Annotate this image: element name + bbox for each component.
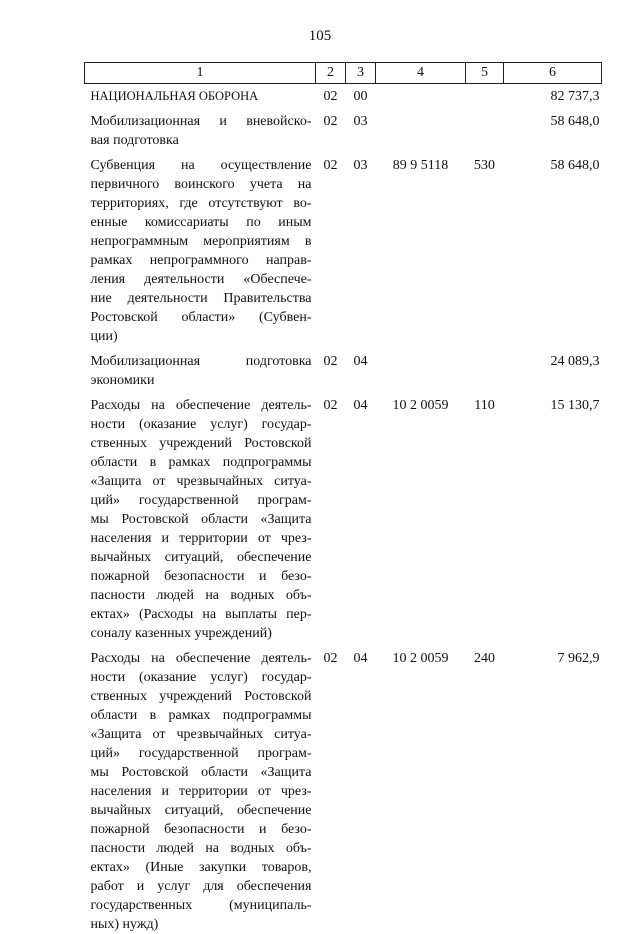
table-row (85, 390, 602, 643)
header-row (85, 63, 602, 84)
table-row (85, 346, 602, 390)
row-name-line: ций» государственной програм- (91, 744, 312, 763)
row-name-line: енные комиссариаты по иным (91, 213, 312, 232)
row-name-line: ектах» (Расходы на выплаты пер- (91, 605, 312, 624)
row-name-line: ственных учреждений Ростовской (91, 434, 312, 453)
row-name-line: непрограммным мероприятиям в (91, 232, 312, 251)
row-name-line: мы Ростовской области «Защита (91, 763, 312, 782)
subsection-code-cell: 03 (346, 106, 376, 150)
row-name-line: ции) (91, 327, 312, 346)
column-header-amount: 6 (504, 63, 602, 84)
row-name-line: населения и территории от чрез- (91, 782, 312, 801)
page-number: 105 (0, 28, 640, 45)
section-code-cell: 02 (316, 106, 346, 150)
row-name-line: территориях, где отсутствуют во- (91, 194, 312, 213)
row-name-line: области в рамках подпрограммы (91, 453, 312, 472)
row-name-line: Субвенция на осуществление (91, 156, 312, 175)
row-name-line: ных) нужд) (91, 915, 312, 934)
row-name-line: пасности людей на водных объ- (91, 586, 312, 605)
row-name-cell (85, 150, 316, 346)
amount-cell: 58 648,0 (504, 150, 602, 346)
row-name-line: вычайных ситуаций, обеспечение (91, 801, 312, 820)
row-name-line: Мобилизационная подготовка (91, 352, 312, 371)
row-name-line: соналу казенных учреждений) (91, 624, 312, 643)
row-name-line: ности (оказание услуг) государ- (91, 415, 312, 434)
target-article-cell (376, 84, 466, 107)
section-code-cell: 02 (316, 84, 346, 107)
row-name-line: вая подготовка (91, 131, 312, 150)
amount-cell: 24 089,3 (504, 346, 602, 390)
row-name-line: пожарной безопасности и безо- (91, 820, 312, 839)
subsection-code-cell: 00 (346, 84, 376, 107)
expense-type-cell: 530 (466, 150, 504, 346)
section-code-cell: 02 (316, 346, 346, 390)
row-name-line: области в рамках подпрограммы (91, 706, 312, 725)
row-name-line: «Защита от чрезвычайных ситуа- (91, 725, 312, 744)
column-header-section: 2 (316, 63, 346, 84)
amount-cell: 15 130,7 (504, 390, 602, 643)
row-name-line: ектах» (Иные закупки товаров, (91, 858, 312, 877)
section-code-cell: 02 (316, 643, 346, 934)
row-name-line: пасности людей на водных объ- (91, 839, 312, 858)
subsection-code-cell: 04 (346, 346, 376, 390)
expense-type-cell: 240 (466, 643, 504, 934)
row-name-line: экономики (91, 371, 312, 390)
target-article-cell (376, 346, 466, 390)
row-name-line: ние деятельности Правительства (91, 289, 312, 308)
row-name-line: государственных (муниципаль- (91, 896, 312, 915)
row-name-line: ления деятельности «Обеспече- (91, 270, 312, 289)
row-name-line: «Защита от чрезвычайных ситуа- (91, 472, 312, 491)
row-name-line: вычайных ситуаций, обеспечение (91, 548, 312, 567)
row-name-line: работ и услуг для обеспечения (91, 877, 312, 896)
row-name-cell (85, 390, 316, 643)
expense-type-cell (466, 84, 504, 107)
column-header-expense-type: 5 (466, 63, 504, 84)
column-header-subsection: 3 (346, 63, 376, 84)
table-body (85, 84, 602, 934)
row-name-line: НАЦИОНАЛЬНАЯ ОБОРОНА (91, 87, 312, 106)
row-name-line: ственных учреждений Ростовской (91, 687, 312, 706)
row-name-line: рамках непрограммного направ- (91, 251, 312, 270)
row-name-cell (85, 84, 316, 107)
amount-cell: 82 737,3 (504, 84, 602, 107)
section-code-cell: 02 (316, 390, 346, 643)
amount-cell: 58 648,0 (504, 106, 602, 150)
amount-cell: 7 962,9 (504, 643, 602, 934)
row-name-line: ций» государственной програм- (91, 491, 312, 510)
row-name-line: мы Ростовской области «Защита (91, 510, 312, 529)
budget-table (84, 62, 602, 934)
subsection-code-cell: 03 (346, 150, 376, 346)
table-row (85, 106, 602, 150)
target-article-cell (376, 106, 466, 150)
table-row (85, 643, 602, 934)
row-name-line: пожарной безопасности и безо- (91, 567, 312, 586)
subsection-code-cell: 04 (346, 643, 376, 934)
table-row (85, 150, 602, 346)
row-name-cell (85, 643, 316, 934)
target-article-cell: 10 2 0059 (376, 390, 466, 643)
row-name-line: Расходы на обеспечение деятель- (91, 396, 312, 415)
column-header-name: 1 (85, 63, 316, 84)
row-name-line: Ростовской области» (Субвен- (91, 308, 312, 327)
row-name-line: Расходы на обеспечение деятель- (91, 649, 312, 668)
row-name-line: населения и территории от чрез- (91, 529, 312, 548)
expense-type-cell (466, 346, 504, 390)
expense-type-cell (466, 106, 504, 150)
row-name-cell (85, 106, 316, 150)
expense-type-cell: 110 (466, 390, 504, 643)
row-name-line: первичного воинского учета на (91, 175, 312, 194)
row-name-line: Мобилизационная и вневойско- (91, 112, 312, 131)
table-row (85, 84, 602, 107)
subsection-code-cell: 04 (346, 390, 376, 643)
row-name-line: ности (оказание услуг) государ- (91, 668, 312, 687)
target-article-cell: 89 9 5118 (376, 150, 466, 346)
column-header-target-article: 4 (376, 63, 466, 84)
table-header (85, 63, 602, 84)
target-article-cell: 10 2 0059 (376, 643, 466, 934)
section-code-cell: 02 (316, 150, 346, 346)
row-name-cell (85, 346, 316, 390)
